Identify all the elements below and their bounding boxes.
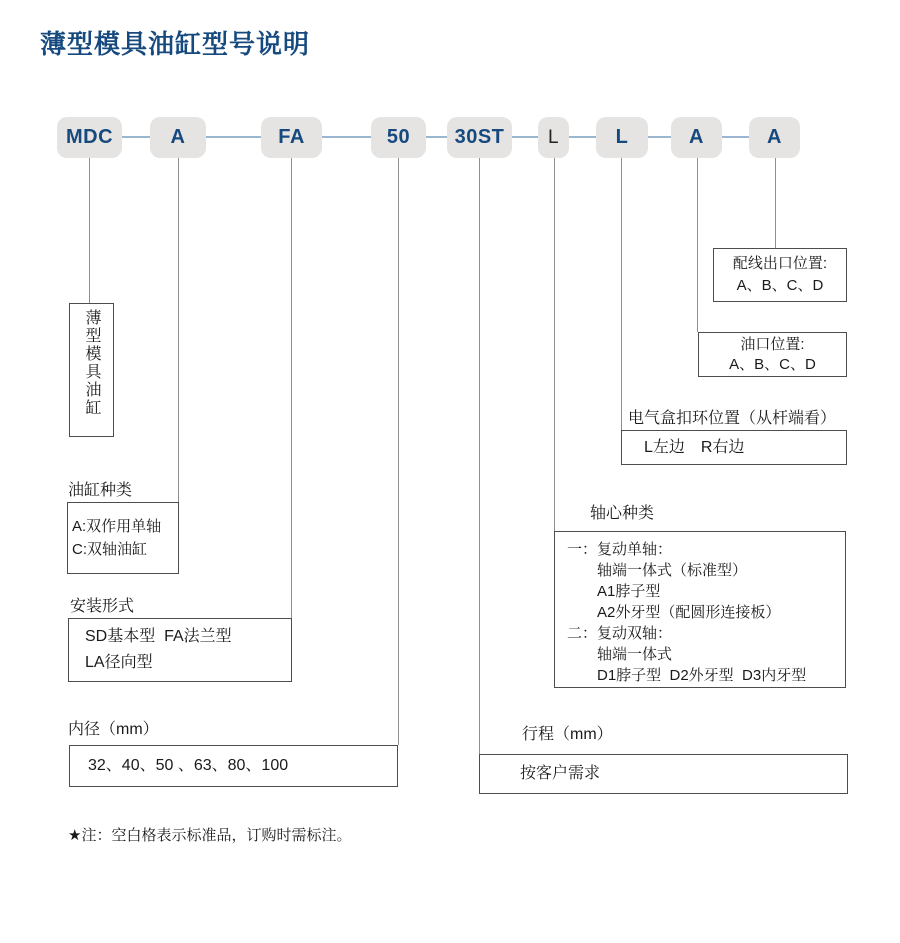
mounting-box	[68, 618, 292, 682]
shaft-type-line: A2外牙型（配圆形连接板）	[567, 604, 781, 621]
shaft-type-label: 轴心种类	[590, 505, 655, 522]
drop-line-series	[89, 158, 90, 303]
electric-box-options-box	[621, 430, 847, 465]
bore-values: 32、40、50 、63、80、100	[88, 757, 289, 774]
shaft-type-line: 轴端一体式	[567, 646, 673, 663]
model-code-segment-stroke: 30ST	[447, 117, 512, 158]
cylinder-type-box	[67, 502, 179, 574]
wiring-outlet-title: 配线出口位置:	[732, 255, 828, 272]
oil-port-box	[698, 332, 847, 377]
drop-line-shaft	[554, 158, 555, 531]
shaft-type-box	[554, 531, 846, 688]
drop-line-type	[178, 158, 179, 502]
mounting-label: 安装形式	[70, 598, 135, 615]
shaft-type-line: A1脖子型	[567, 583, 661, 600]
wiring-outlet-box	[713, 248, 847, 302]
model-code-segment-oilport: A	[671, 117, 722, 158]
shaft-type-line: 一：复动单轴：	[567, 541, 673, 558]
drop-line-wiring	[775, 158, 776, 248]
model-code-segment-type: A	[150, 117, 206, 158]
model-code-segment-shaft: L	[538, 117, 569, 158]
stroke-box	[479, 754, 848, 794]
bore-box	[69, 745, 398, 787]
connector-line	[722, 136, 749, 138]
drop-line-stroke	[479, 158, 480, 754]
cylinder-type-label: 油缸种类	[68, 482, 133, 499]
drop-line-mount	[291, 158, 292, 618]
drop-line-electric	[621, 158, 622, 430]
drop-line-bore	[398, 158, 399, 745]
cylinder-type-line: A:双作用单轴	[72, 518, 162, 535]
model-code-segment-electric: L	[596, 117, 648, 158]
model-code-segment-mdc: MDC	[57, 117, 122, 158]
electric-box-label: 电气盒扣环位置（从杆端看）	[628, 410, 837, 427]
series-name-text: 薄型模具油缸	[83, 309, 100, 417]
connector-line	[512, 136, 538, 138]
electric-box-options: L左边 R右边	[644, 439, 745, 456]
connector-line	[426, 136, 447, 138]
model-code-segment-wiring: A	[749, 117, 800, 158]
stroke-label: 行程（mm）	[522, 726, 613, 743]
cylinder-type-line: C:双轴油缸	[72, 541, 148, 558]
connector-line	[648, 136, 671, 138]
page-title: 薄型模具油缸型号说明	[40, 29, 311, 59]
footnote: ★注：空白格表示标准品，订购时需标注。	[68, 827, 352, 844]
model-code-segment-mount: FA	[261, 117, 322, 158]
connector-line	[206, 136, 261, 138]
oil-port-title: 油口位置:	[740, 336, 805, 353]
stroke-value: 按客户需求	[520, 765, 601, 782]
connector-line	[569, 136, 596, 138]
shaft-type-line: D1脖子型 D2外牙型 D3内牙型	[567, 667, 807, 684]
wiring-outlet-options: A、B、C、D	[736, 277, 824, 294]
bore-label: 内径（mm）	[68, 721, 159, 738]
shaft-type-line: 二：复动双轴：	[567, 625, 673, 642]
shaft-type-line: 轴端一体式（标准型）	[567, 562, 748, 579]
model-code-segment-bore: 50	[371, 117, 426, 158]
connector-line	[122, 136, 150, 138]
connector-line	[322, 136, 371, 138]
oil-port-options: A、B、C、D	[729, 356, 816, 373]
mounting-line: SD基本型 FA法兰型	[85, 628, 232, 645]
drop-line-oilport	[697, 158, 698, 332]
series-name-box	[69, 303, 114, 437]
mounting-line: LA径向型	[85, 654, 153, 671]
